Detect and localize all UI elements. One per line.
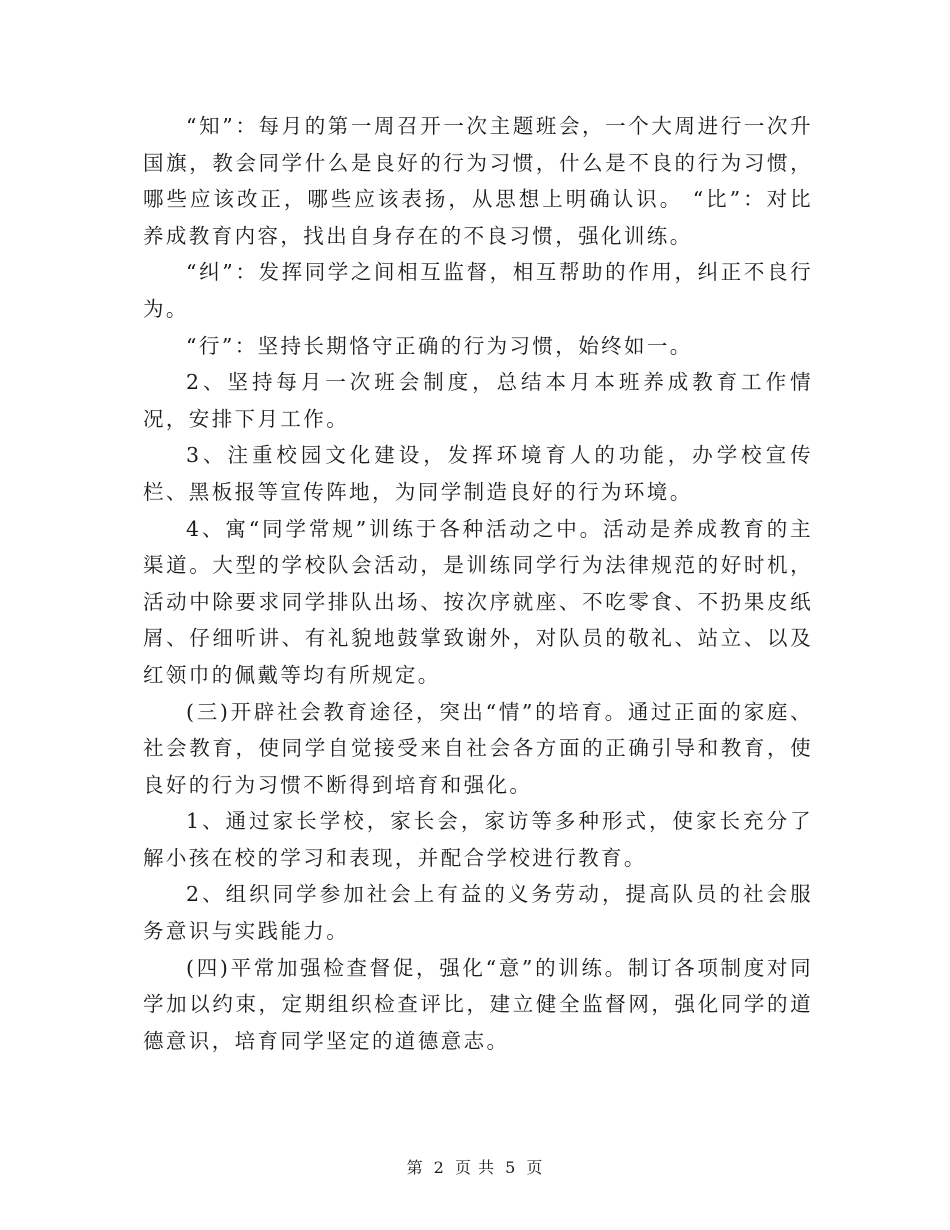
paragraph-section-3: (三)开辟社会教育途径，突出“情”的培育。通过正面的家庭、社会教育，使同学自觉接受来自社会各方面的正确引导和教育，使良好的行为习惯不断得到培育和强化。 bbox=[143, 699, 813, 797]
paragraph-section-4: (四)平常加强检查督促，强化“意”的训练。制订各项制度对同学加以约束，定期组织检查评比，建立健全监督网，强化同学的道德意识，培育同学坚定的道德意志。 bbox=[143, 955, 813, 1053]
footer-suffix: 页 bbox=[526, 1158, 544, 1177]
paragraph-zhi: “知”：每月的第一周召开一次主题班会，一个大周进行一次升国旗，教会同学什么是良好的行为习惯，什么是不良的行为习惯，哪些应该改正，哪些应该表扬，从思想上明确认识。 “比”：对比养成教育内容，找出自身存在的不良习惯，强化训练。 bbox=[143, 114, 813, 248]
footer-current-page: 2 bbox=[433, 1158, 445, 1177]
footer-prefix: 第 bbox=[406, 1158, 424, 1177]
paragraph-item-3: 3、注重校园文化建设，发挥环境育人的功能，办学校宣传栏、黑板报等宣传阵地，为同学制造良好的行为环境。 bbox=[143, 443, 813, 504]
paragraph-section-3-item-1: 1、通过家长学校，家长会，家访等多种形式，使家长充分了解小孩在校的学习和表现，并配合学校进行教育。 bbox=[143, 809, 813, 870]
page-footer bbox=[0, 1155, 950, 1178]
footer-total-pages: 5 bbox=[505, 1158, 517, 1177]
paragraph-item-2: 2、坚持每月一次班会制度，总结本月本班养成教育工作情况，安排下月工作。 bbox=[143, 370, 813, 431]
footer-middle: 页 共 bbox=[454, 1158, 496, 1177]
paragraph-xing: “行”：坚持长期恪守正确的行为习惯，始终如一。 bbox=[186, 333, 693, 358]
paragraph-item-4: 4、寓“同学常规”训练于各种活动之中。活动是养成教育的主渠道。大型的学校队会活动，是训练同学行为法律规范的好时机，活动中除要求同学排队出场、按次序就座、不吃零食、不扔果皮纸屑、仔细听讲、有礼貌地鼓掌致谢外，对队员的敬礼、站立、以及红领巾的佩戴等均有所规定。 bbox=[143, 516, 813, 687]
paragraph-section-3-item-2: 2、组织同学参加社会上有益的义务劳动，提高队员的社会服务意识与实践能力。 bbox=[143, 882, 813, 944]
paragraph-jiu: “纠”：发挥同学之间相互监督，相互帮助的作用，纠正不良行为。 bbox=[143, 260, 813, 321]
document-body bbox=[143, 108, 813, 1059]
